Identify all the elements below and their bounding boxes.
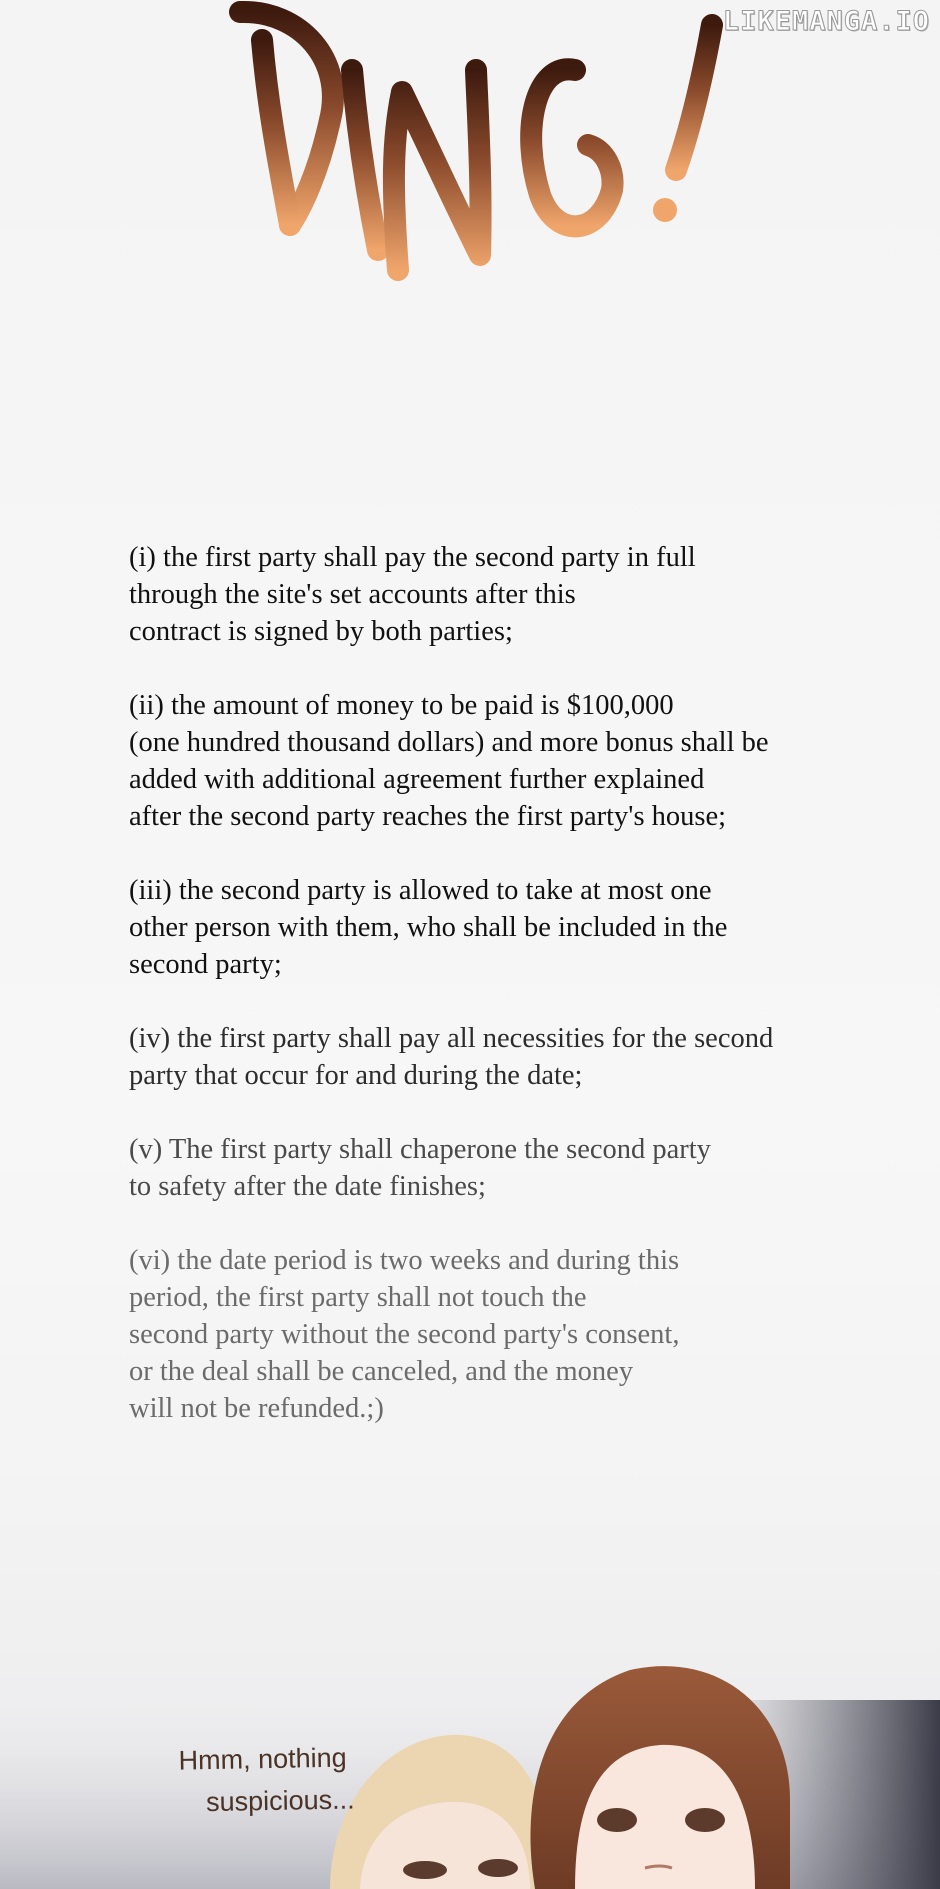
characters-illustration (0, 1640, 940, 1889)
clause-line: to safety after the date finishes; (129, 1171, 486, 1202)
clause-line: second party; (129, 949, 282, 980)
clause-line: second party without the second party's consent, (129, 1319, 680, 1350)
clause-line: (vi) the date period is two weeks and during this (129, 1245, 680, 1276)
clause-line: after the second party reaches the first party's house; (129, 801, 727, 832)
speech-line: suspicious... (205, 1784, 355, 1818)
clause-line: (i) the first party shall pay the second party in full (129, 542, 696, 573)
clause-line: will not be refunded.;) (129, 1393, 384, 1424)
sfx-letter-d-stem (262, 40, 290, 225)
contract-clause (129, 539, 889, 650)
sfx-letter-n (394, 70, 481, 270)
watermark-text: LIKEMANGA.IO (722, 6, 930, 37)
sfx-letter-g (531, 69, 612, 226)
contract-clause (129, 1131, 889, 1205)
speech-text (169, 1736, 370, 1823)
contract-clause (129, 687, 889, 835)
contract-clause (129, 1020, 889, 1094)
clause-line: (one hundred thousand dollars) and more bonus shall be (129, 727, 769, 758)
ding-sound-effect (0, 0, 940, 320)
speech-line: Hmm, nothing (178, 1742, 347, 1776)
clause-line: (iv) the first party shall pay all necessities for the second (129, 1023, 774, 1054)
clause-line: party that occur for and during the date; (129, 1060, 583, 1091)
contract-clauses (129, 539, 889, 1464)
clause-line: added with additional agreement further explained (129, 764, 705, 795)
clause-line: (v) The first party shall chaperone the second party (129, 1134, 711, 1165)
clause-line: or the deal shall be canceled, and the money (129, 1356, 634, 1387)
sfx-letter-exclaim (676, 25, 712, 170)
contract-clause (129, 1242, 889, 1427)
clause-line: period, the first party shall not touch the (129, 1282, 587, 1313)
clause-line: other person with them, who shall be included in the (129, 912, 728, 943)
contract-clause (129, 872, 889, 983)
sfx-letter-i (352, 70, 378, 250)
clause-line: (iii) the second party is allowed to take at most one (129, 875, 712, 906)
clause-line: (ii) the amount of money to be paid is $100,000 (129, 690, 674, 721)
clause-line: through the site's set accounts after this (129, 579, 576, 610)
clause-line: contract is signed by both parties; (129, 616, 513, 647)
